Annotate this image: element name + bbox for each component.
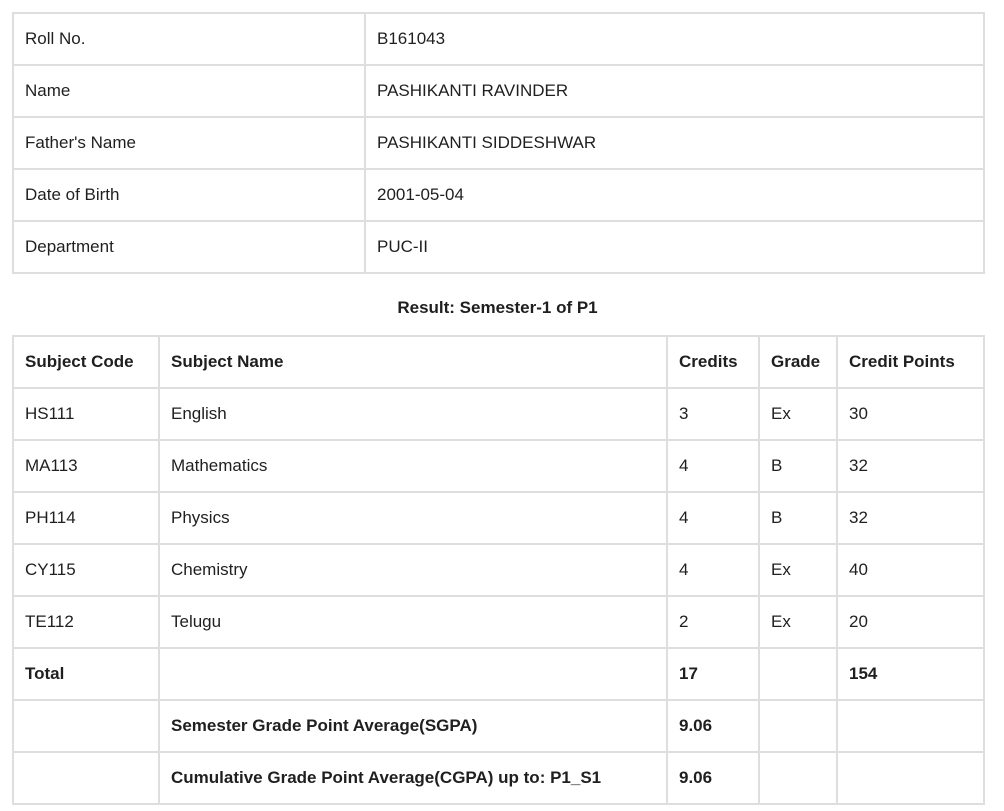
info-label: Name xyxy=(13,65,365,117)
table-row xyxy=(13,440,984,492)
header-credit-points: Credit Points xyxy=(837,336,984,388)
info-row-date-of-birth xyxy=(13,169,984,221)
subject-code: TE112 xyxy=(13,596,159,648)
info-value: PUC-II xyxy=(365,221,984,273)
result-header-row xyxy=(13,336,984,388)
result-caption: Result: Semester-1 of P1 xyxy=(397,298,598,317)
credit-points: 40 xyxy=(837,544,984,596)
subject-code: HS111 xyxy=(13,388,159,440)
info-value: PASHIKANTI RAVINDER xyxy=(365,65,984,117)
info-value: 2001-05-04 xyxy=(365,169,984,221)
info-value: PASHIKANTI SIDDESHWAR xyxy=(365,117,984,169)
subject-name: Chemistry xyxy=(159,544,667,596)
empty-cell xyxy=(759,648,837,700)
credits: 3 xyxy=(667,388,759,440)
credit-points: 30 xyxy=(837,388,984,440)
info-label: Father's Name xyxy=(13,117,365,169)
credit-points: 32 xyxy=(837,492,984,544)
header-subject-name: Subject Name xyxy=(159,336,667,388)
info-label: Date of Birth xyxy=(13,169,365,221)
cgpa-value: 9.06 xyxy=(667,752,759,804)
table-row xyxy=(13,596,984,648)
total-credits: 17 xyxy=(667,648,759,700)
empty-cell xyxy=(13,700,159,752)
cgpa-row xyxy=(13,752,984,804)
info-row-roll-no xyxy=(13,13,984,65)
credit-points: 20 xyxy=(837,596,984,648)
credits: 2 xyxy=(667,596,759,648)
empty-cell xyxy=(13,752,159,804)
grade: Ex xyxy=(759,596,837,648)
subject-name: Telugu xyxy=(159,596,667,648)
info-row-name xyxy=(13,65,984,117)
result-table xyxy=(12,335,985,805)
info-value: B161043 xyxy=(365,13,984,65)
table-row xyxy=(13,544,984,596)
subject-code: MA113 xyxy=(13,440,159,492)
header-credits: Credits xyxy=(667,336,759,388)
subject-code: CY115 xyxy=(13,544,159,596)
info-label: Department xyxy=(13,221,365,273)
grade: Ex xyxy=(759,388,837,440)
info-row-department xyxy=(13,221,984,273)
empty-cell xyxy=(759,700,837,752)
student-info-table xyxy=(12,12,985,274)
info-label: Roll No. xyxy=(13,13,365,65)
table-row xyxy=(13,492,984,544)
sgpa-value: 9.06 xyxy=(667,700,759,752)
cgpa-label: Cumulative Grade Point Average(CGPA) up to: P1_S1 xyxy=(159,752,667,804)
grade: B xyxy=(759,492,837,544)
total-row xyxy=(13,648,984,700)
info-row-fathers-name xyxy=(13,117,984,169)
total-label: Total xyxy=(13,648,159,700)
total-credit-points: 154 xyxy=(837,648,984,700)
subject-name: Mathematics xyxy=(159,440,667,492)
subject-name: Physics xyxy=(159,492,667,544)
credits: 4 xyxy=(667,544,759,596)
empty-cell xyxy=(759,752,837,804)
sgpa-label: Semester Grade Point Average(SGPA) xyxy=(159,700,667,752)
header-grade: Grade xyxy=(759,336,837,388)
grade: B xyxy=(759,440,837,492)
grade: Ex xyxy=(759,544,837,596)
empty-cell xyxy=(837,700,984,752)
sgpa-row xyxy=(13,700,984,752)
subject-name: English xyxy=(159,388,667,440)
credits: 4 xyxy=(667,492,759,544)
table-row xyxy=(13,388,984,440)
credit-points: 32 xyxy=(837,440,984,492)
empty-cell xyxy=(837,752,984,804)
header-subject-code: Subject Code xyxy=(13,336,159,388)
empty-cell xyxy=(159,648,667,700)
credits: 4 xyxy=(667,440,759,492)
subject-code: PH114 xyxy=(13,492,159,544)
